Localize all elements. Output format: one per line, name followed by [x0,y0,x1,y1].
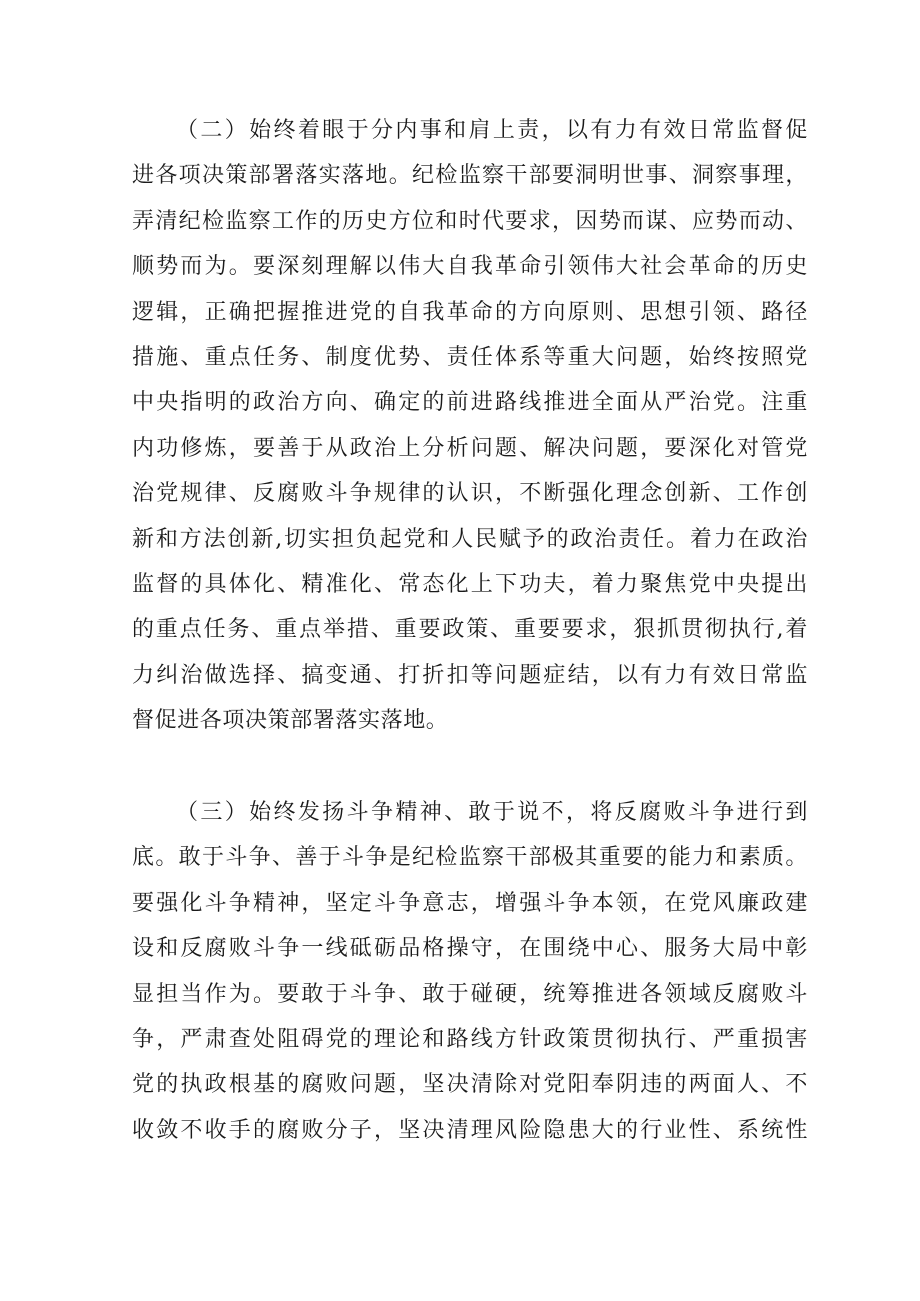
text-line: 进各项决策部署落实落地。纪检监察干部要洞明世事、洞察事理， [132,163,808,189]
text-line: 设和反腐败斗争一线砥砺品格操守，在围绕中心、服务大局中彰 [132,936,808,962]
text-line: （二）始终着眼于分内事和肩上责，以有力有效日常监督促 [176,118,808,143]
text-line: 治党规律、反腐败斗争规律的认识，不断强化理念创新、工作创 [132,481,808,507]
text-line: 要强化斗争精神，坚定斗争意志，增强斗争本领，在党风廉政建 [132,890,808,916]
text-line: 中央指明的政治方向、确定的前进路线推进全面从严治党。注重 [132,390,808,416]
text-line: 收敛不收手的腐败分子，坚决清理风险隐患大的行业性、系统性 [132,1117,808,1143]
text-line: 弄清纪检监察工作的历史方位和时代要求，因势而谋、应势而动、 [132,208,808,234]
text-line: 新和方法创新,切实担负起党和人民赋予的政治责任。着力在政治 [132,526,808,552]
text-line: 顺势而为。要深刻理解以伟大自我革命引领伟大社会革命的历史 [132,254,808,280]
text-line: 争，严肃查处阻碍党的理论和路线方针政策贯彻执行、严重损害 [132,1026,808,1052]
text-line: 党的执政根基的腐败问题，坚决清除对党阳奉阴违的两面人、不 [132,1072,808,1098]
text-line: 底。敢于斗争、善于斗争是纪检监察干部极其重要的能力和素质。 [132,845,808,871]
text-line-last: 督促进各项决策部署落实落地。 [132,708,449,734]
paragraph-section-3 [132,790,808,1153]
text-line: 逻辑，正确把握推进党的自我革命的方向原则、思想引领、路径 [132,299,808,325]
text-line: 监督的具体化、精准化、常态化上下功夫，着力聚焦党中央提出 [132,571,808,597]
paragraph-section-2 [132,108,808,743]
text-line: 力纠治做选择、搞变通、打折扣等问题症结，以有力有效日常监 [132,662,808,688]
text-line: 措施、重点任务、制度优势、责任体系等重大问题，始终按照党 [132,344,808,370]
text-line: 内功修炼，要善于从政治上分析问题、解决问题，要深化对管党 [132,435,808,461]
text-line: 显担当作为。要敢于斗争、敢于碰硬，统筹推进各领域反腐败斗 [132,981,808,1007]
text-line: （三）始终发扬斗争精神、敢于说不，将反腐败斗争进行到 [176,800,808,825]
text-line: 的重点任务、重点举措、重要政策、重要要求，狠抓贯彻执行,着 [132,617,808,643]
